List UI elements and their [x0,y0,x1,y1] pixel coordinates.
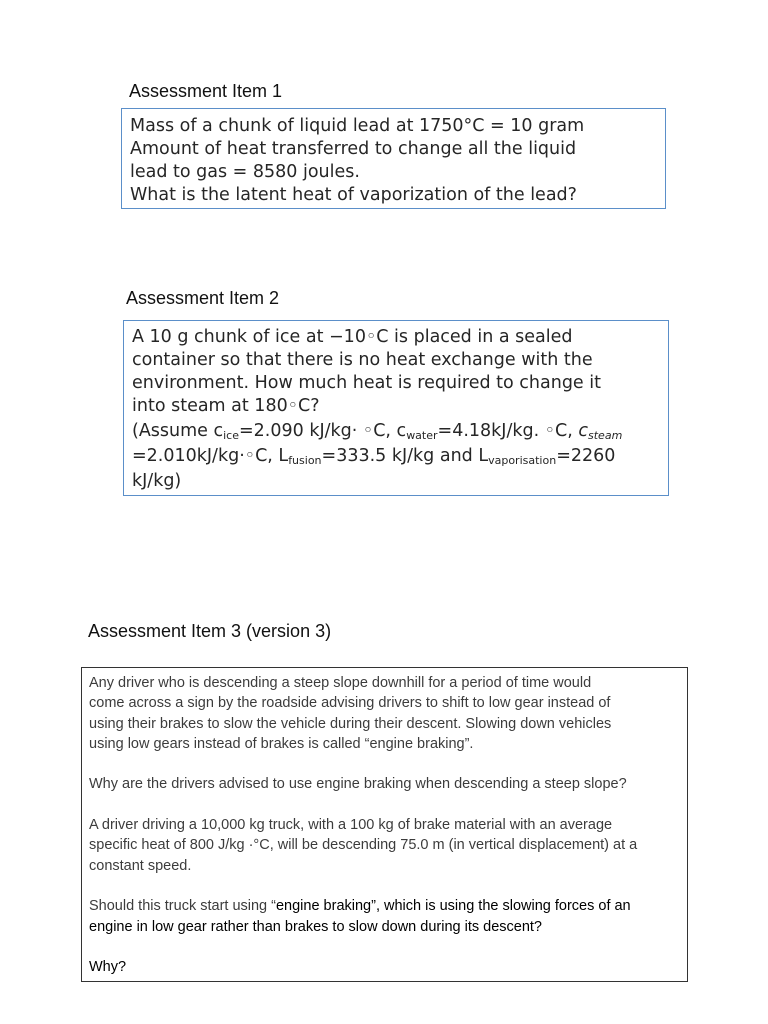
item2-heading: Assessment Item 2 [126,288,280,308]
item3-heading: Assessment Item 3 (version 3) [88,621,332,641]
item2-line: into steam at 180◦C? [132,396,320,416]
item3-para1-line: using low gears instead of brakes is called “engine braking”. [89,735,474,752]
item1-heading: Assessment Item 1 [129,81,283,101]
item1-line: lead to gas = 8580 joules. [130,162,360,182]
item3-para3-line: specific heat of 800 J/kg ·°C, will be descending 75.0 m (in vertical displacement) at a [89,837,638,854]
item3-para3-line: constant speed. [89,857,192,874]
item3-para1-line: come across a sign by the roadside advising drivers to shift to low gear instead of [89,695,611,712]
item2-line: container so that there is no heat exchange with the [132,350,593,370]
item3-para1-line: using their brakes to slow the vehicle during their descent. Slowing down vehicles [89,715,612,732]
item1-box [121,108,666,209]
item3-para4-line: engine in low gear rather than brakes to slow down during its descent? [89,918,542,935]
item3-para3-line: A driver driving a 10,000 kg truck, with a 100 kg of brake material with an average [89,817,613,834]
item2-line: kJ/kg) [132,471,182,491]
item3-para5: Why? [89,959,127,976]
item3-para4-line: Should this truck start using “engine braking”, which is using the slowing forces of an [89,898,631,915]
item3-para1-line: Any driver who is descending a steep slope downhill for a period of time would [89,675,592,691]
item2-assumptions-line: =2.010kJ/kg·◦C, $L_{fusion}=333.5$ kJ/kg and $L_{vaporisation}=2260$ [132,446,616,467]
item2-line: A 10 g chunk of ice at −10◦C is placed in a sealed [132,327,573,347]
item3-para2: Why are the drivers advised to use engine braking when descending a steep slope? [89,776,627,793]
item2-box [123,320,669,496]
item3-box [81,667,688,982]
item2-assumptions-line: (Assume $c_{ice}=2.090$ kJ/kg· ◦C, $c_{water}=4.18kJ/kg$. ◦C, $c_{steam}$ [132,421,623,442]
item1-line: Mass of a chunk of liquid lead at 1750°C = 10 gram [130,116,585,136]
item2-line: environment. How much heat is required to change it [132,373,601,393]
item1-line: What is the latent heat of vaporization of the lead? [130,185,577,205]
item1-line: Amount of heat transferred to change all the liquid [130,139,577,159]
